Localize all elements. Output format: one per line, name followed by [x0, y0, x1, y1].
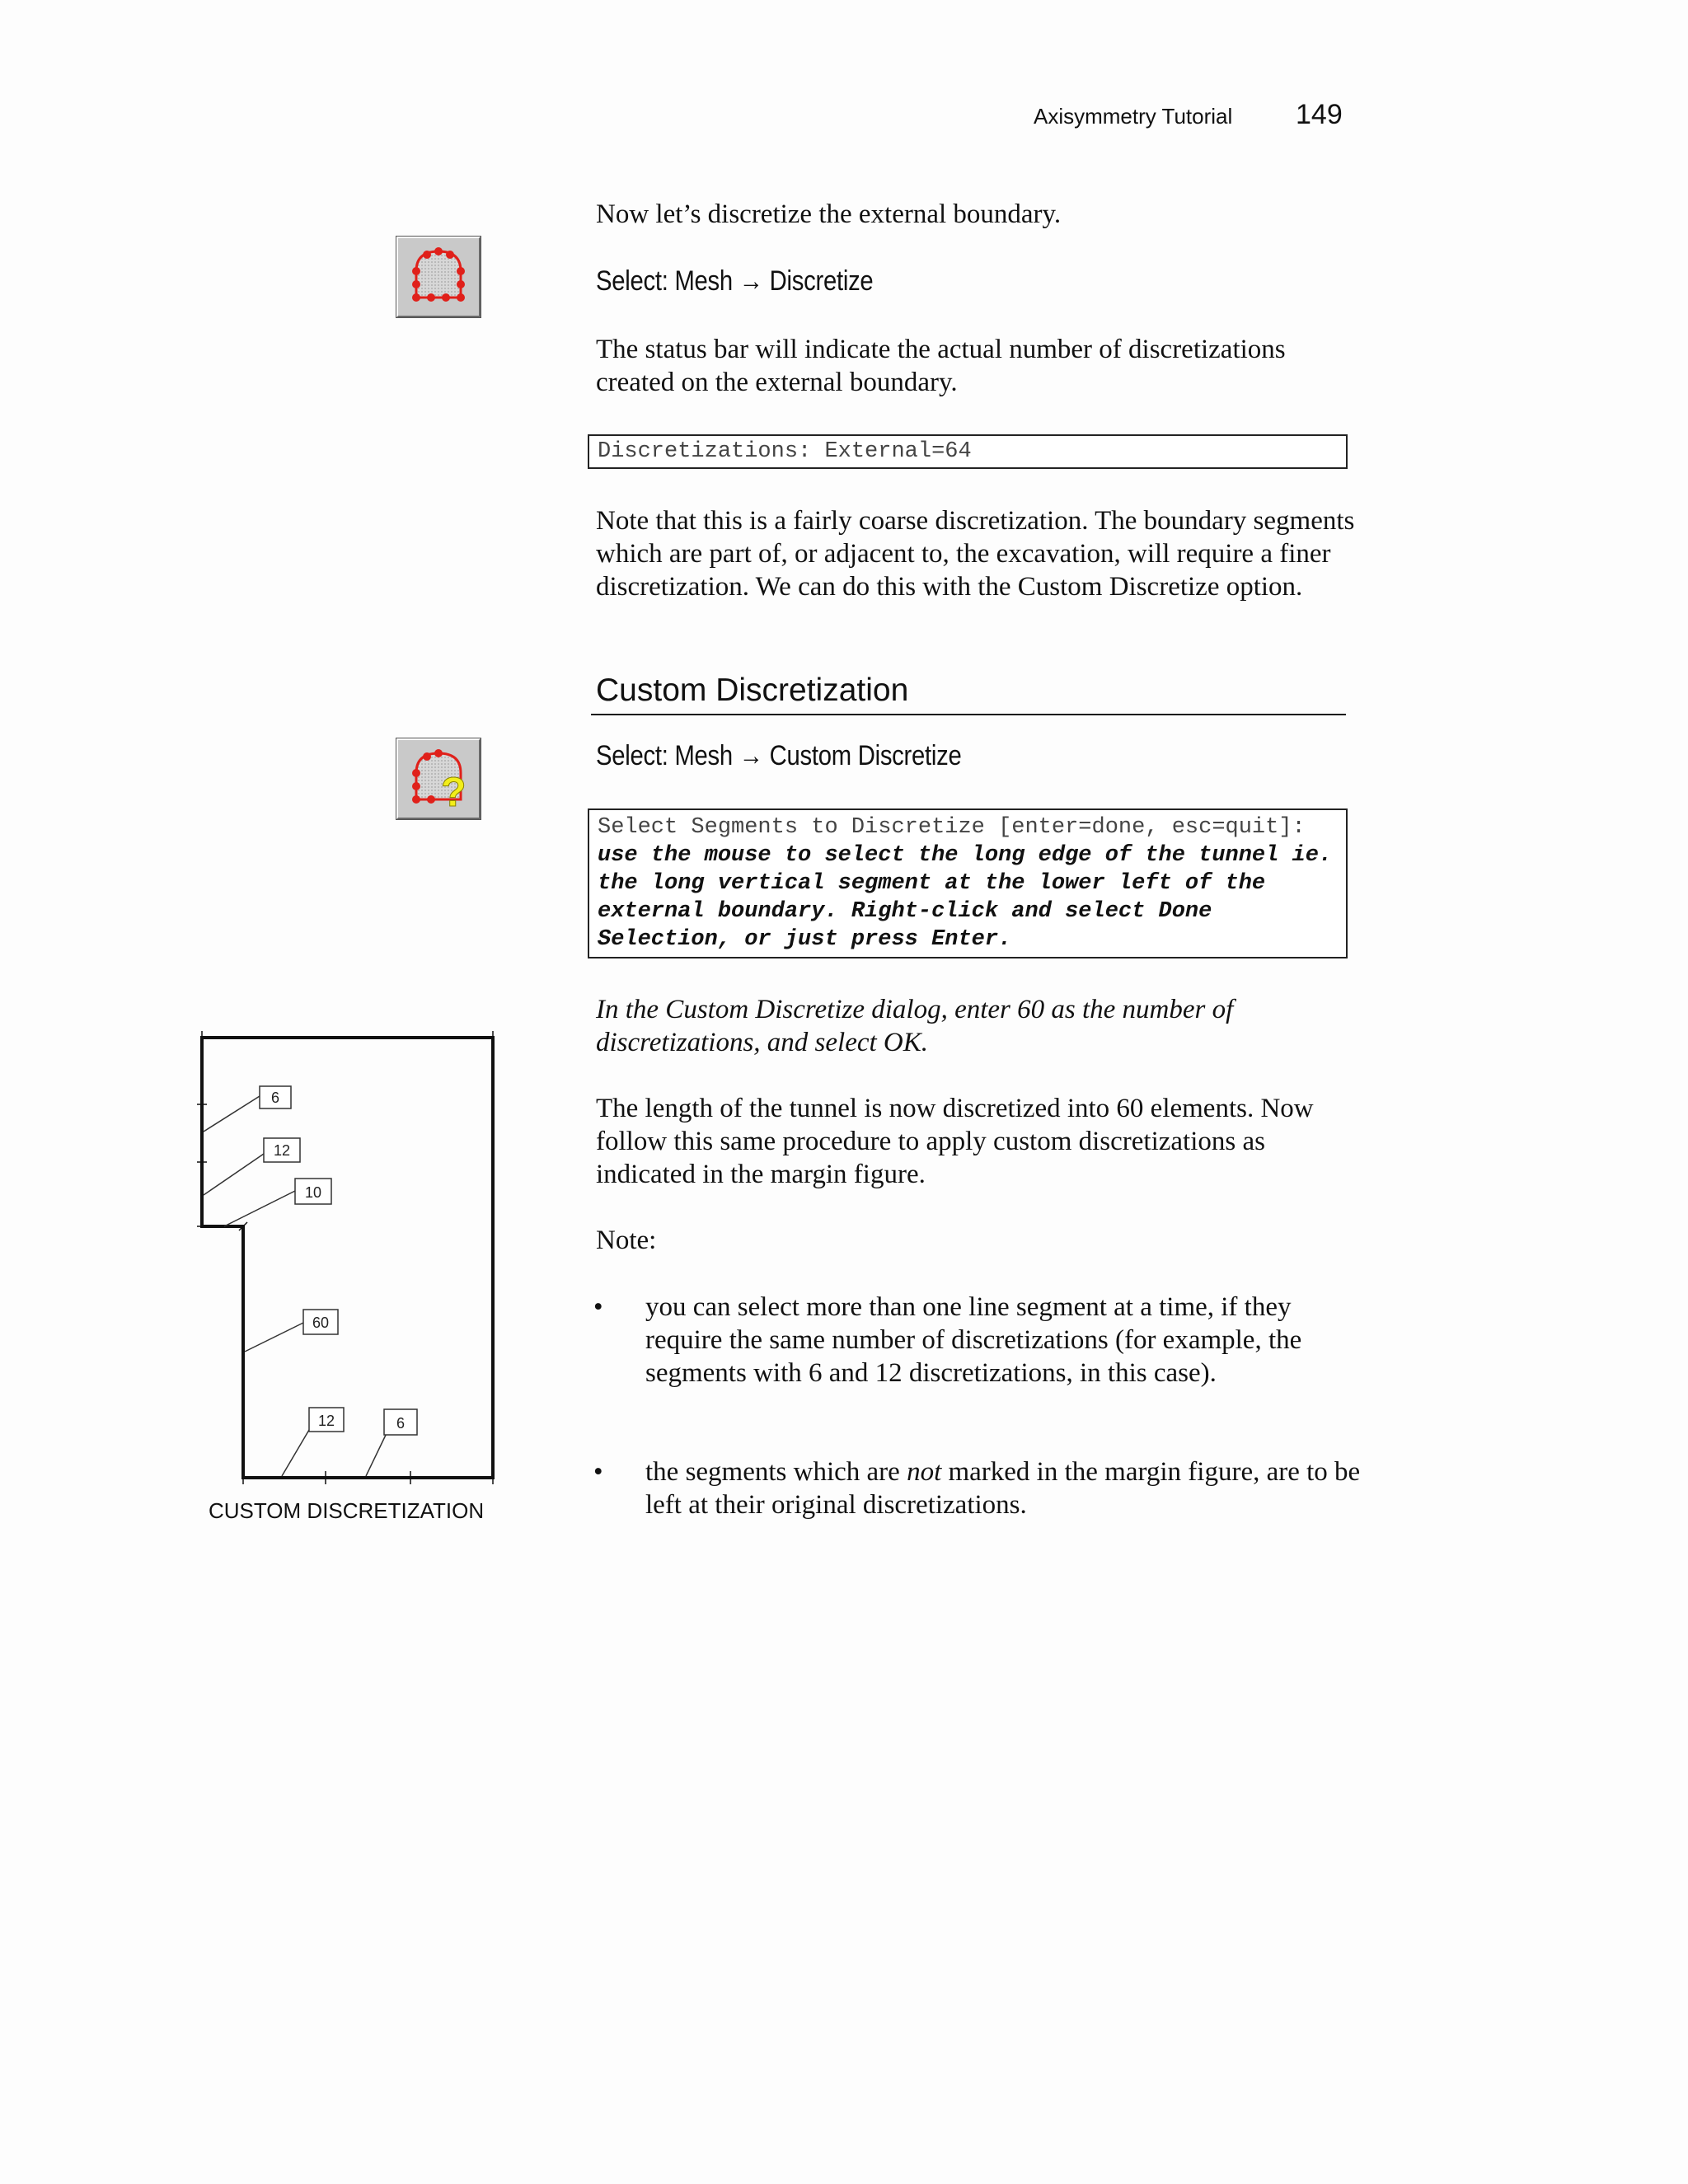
custom-discretize-icon[interactable]: [396, 738, 481, 819]
arrow-icon: →: [738, 265, 763, 297]
arrow-icon: →: [738, 740, 763, 771]
coarse-note-paragraph: Note that this is a fairly coarse discretization. The boundary segments which are part of, or adjacent to, the excavation, will require a finer discretization. We can do this with the Custom Discretize option.: [596, 506, 1355, 602]
menu-command: Discretize: [769, 265, 874, 297]
select-discretize-instruction: [596, 265, 873, 298]
bullet-text-emphasis: not: [907, 1457, 942, 1487]
discretization-ticks: [197, 1031, 493, 1484]
bullet-marker: •: [593, 1457, 603, 1487]
status-bar-excerpt: [588, 434, 1348, 469]
bullet-text-part: marked in the margin figure, are to be left at their original discretizations.: [645, 1457, 1361, 1520]
menu-command: Custom Discretize: [769, 740, 962, 771]
discretize-icon[interactable]: [396, 237, 481, 317]
custom-discretization-figure: [190, 1026, 511, 1488]
select-prefix: Select: Mesh: [596, 265, 733, 297]
prompt-box: [588, 808, 1348, 958]
discretize-icon-graphic: [398, 238, 479, 316]
note-label: Note:: [596, 1226, 657, 1255]
bullet-item: [593, 1291, 1368, 1422]
intro-paragraph: Now let’s discretize the external boundary.: [596, 199, 1062, 229]
figure-caption: CUSTOM DISCRETIZATION: [209, 1498, 485, 1523]
section-heading: Custom Discretization: [596, 673, 909, 708]
tunnel-paragraph: The length of the tunnel is now discretized into 60 elements. Now follow this same procedure to apply custom discretizations as indicated in the margin figure.: [596, 1094, 1314, 1189]
select-custom-discretize-instruction: [596, 740, 962, 772]
prompt-instruction: use the mouse to select the long edge of the tunnel ie. the long vertical segment at the lower left of the external boundary. Right-click and select Done Selection, or just press Enter.: [598, 843, 1333, 952]
bullet-text: you can select more than one line segment at a time, if they require the same number of discretizations (for example, the segments with 6 and 12 discretizations, in this case).: [645, 1292, 1302, 1388]
segment-label: 6: [396, 1415, 406, 1432]
segment-label: 60: [312, 1315, 330, 1331]
segment-label: 12: [317, 1413, 335, 1429]
section-divider: [591, 714, 1346, 715]
bullet-marker: •: [593, 1292, 603, 1322]
status-bar-text: Discretizations: External=64: [598, 439, 972, 464]
segment-label: 6: [270, 1090, 280, 1106]
page-number: 149: [1296, 99, 1343, 130]
external-boundary: [202, 1038, 493, 1478]
dialog-instruction: In the Custom Discretize dialog, enter 60 as the number of discretizations, and select OK.: [596, 995, 1234, 1057]
bullet-text: [645, 1455, 1371, 1521]
custom-discretize-icon-graphic: [398, 740, 479, 818]
bullet-text-part: the segments which are: [645, 1457, 907, 1487]
segment-label: 10: [304, 1184, 322, 1201]
select-prefix: Select: Mesh: [596, 740, 733, 771]
segment-label: 12: [273, 1142, 291, 1159]
svg-text:?: ?: [441, 769, 467, 815]
prompt-text: Select Segments to Discretize [enter=done, esc=quit]:: [598, 815, 1306, 840]
status-intro-paragraph: The status bar will indicate the actual number of discretizations created on the external boundary.: [596, 335, 1286, 397]
bullet-item: [593, 1455, 1368, 1521]
running-header-title: Axisymmetry Tutorial: [1034, 104, 1233, 129]
